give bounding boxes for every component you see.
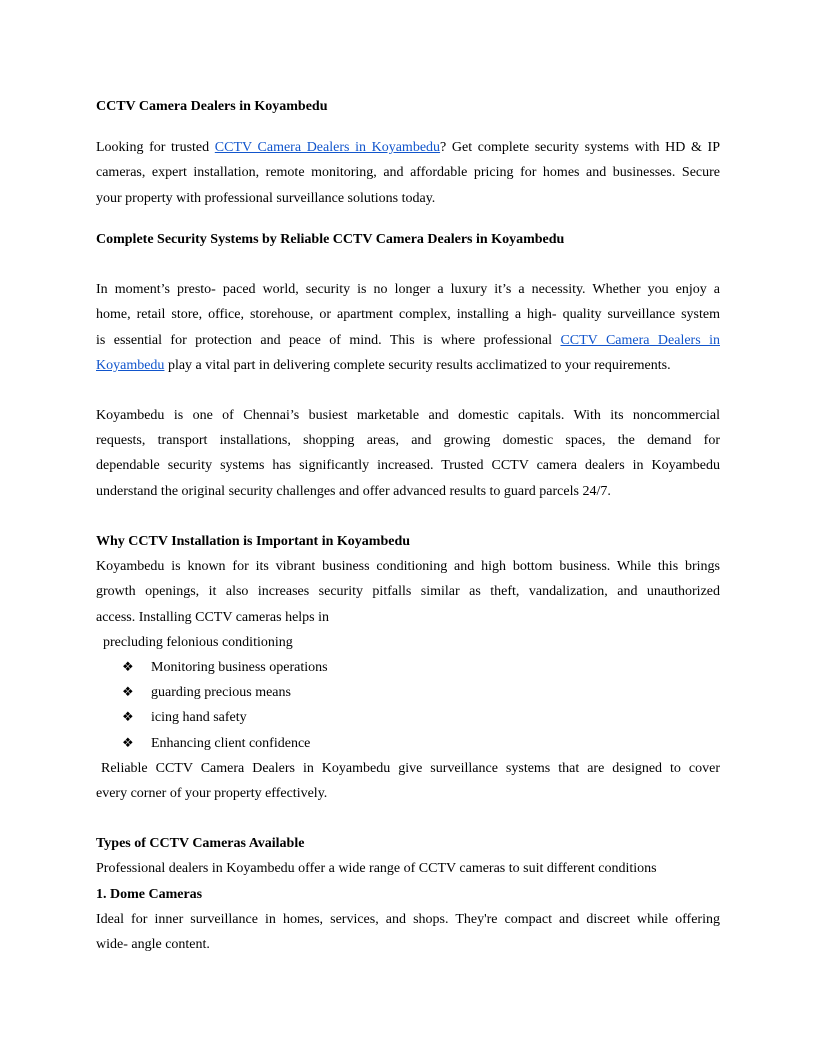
section-heading: Why CCTV Installation is Important in Koyambedu [96,534,411,549]
paragraph-line: dependable security systems has significantly increased. Trusted CCTV camera dealers in Koyambedu [96,458,720,474]
intro-text-after: ? Get complete security systems with HD & IP [440,140,721,156]
list-item-text: icing hand safety [151,710,247,726]
list-item [96,705,720,730]
paragraph-line: Koyambedu is known for its vibrant business conditioning and high bottom business. While this brings [96,559,720,575]
section-heading: Complete Security Systems by Reliable CCTV Camera Dealers in Koyambedu [96,231,565,247]
list-item-text: guarding precious means [151,685,291,701]
intro-line-3: your property with professional surveillance solutions today. [96,190,436,206]
list-item-text: Enhancing client confidence [151,735,311,751]
paragraph-line: Ideal for inner surveillance in homes, services, and shops. They're compact and discreet while offering [96,911,720,927]
list-item [96,680,720,705]
paragraph-text: play a vital part in delivering complete security results acclimatized to your requirements. [164,357,671,373]
paragraph-line: every corner of your property effectively. [96,785,328,801]
section-heading: Types of CCTV Cameras Available [96,836,305,852]
sub-heading: 1. Dome Cameras [96,886,203,902]
document-body [96,94,720,957]
paragraph-line: In moment’s presto- paced world, security is no longer a luxury it’s a necessity. Whether you enjoy a [96,282,720,298]
paragraph-line: understand the original security challenges and offer advanced results to guard parcels 24/7. [96,483,611,499]
paragraph-line: access. Installing CCTV cameras helps in [96,609,330,625]
intro-text: Looking for trusted [96,140,215,156]
dealers-link[interactable]: CCTV Camera Dealers in [560,332,720,348]
paragraph-line: Professional dealers in Koyambedu offer a wide range of CCTV cameras to suit different conditions [96,861,657,877]
diamond-bullet-icon: ❖ [122,685,134,701]
intro-line-1 [96,135,720,160]
paragraph-line [96,353,720,378]
paragraph-line: growth openings, it also increases security pitfalls similar as theft, vandalization, and unauthorized [96,584,720,600]
paragraph-text: is essential for protection and peace of mind. This is where professional [96,332,561,348]
paragraph-line: precluding felonious conditioning [103,634,293,650]
paragraph-line: requests, transport installations, shopping areas, and growing domestic spaces, the demand for [96,433,720,449]
diamond-bullet-icon: ❖ [122,710,134,726]
paragraph-line: home, retail store, office, storehouse, or apartment complex, installing a high- quality surveillance system [96,307,720,323]
paragraph-line [96,328,720,353]
diamond-bullet-icon: ❖ [122,659,134,675]
list-item [96,655,720,680]
intro-link[interactable]: CCTV Camera Dealers in Koyambedu [214,140,441,156]
intro-line-2: cameras, expert installation, remote monitoring, and affordable pricing for homes and businesses. Secure [96,165,720,181]
paragraph-line: Reliable CCTV Camera Dealers in Koyambedu give surveillance systems that are designed to cover [101,760,720,776]
page-title: CCTV Camera Dealers in Koyambedu [96,99,328,114]
paragraph-line: wide- angle content. [96,937,210,952]
dealers-link-continued[interactable]: Koyambedu [96,357,165,373]
list-item [96,731,720,756]
list-item-text: Monitoring business operations [151,659,328,675]
paragraph-line: Koyambedu is one of Chennai’s busiest marketable and domestic capitals. With its noncommercial [96,408,720,424]
diamond-bullet-icon: ❖ [122,735,134,751]
